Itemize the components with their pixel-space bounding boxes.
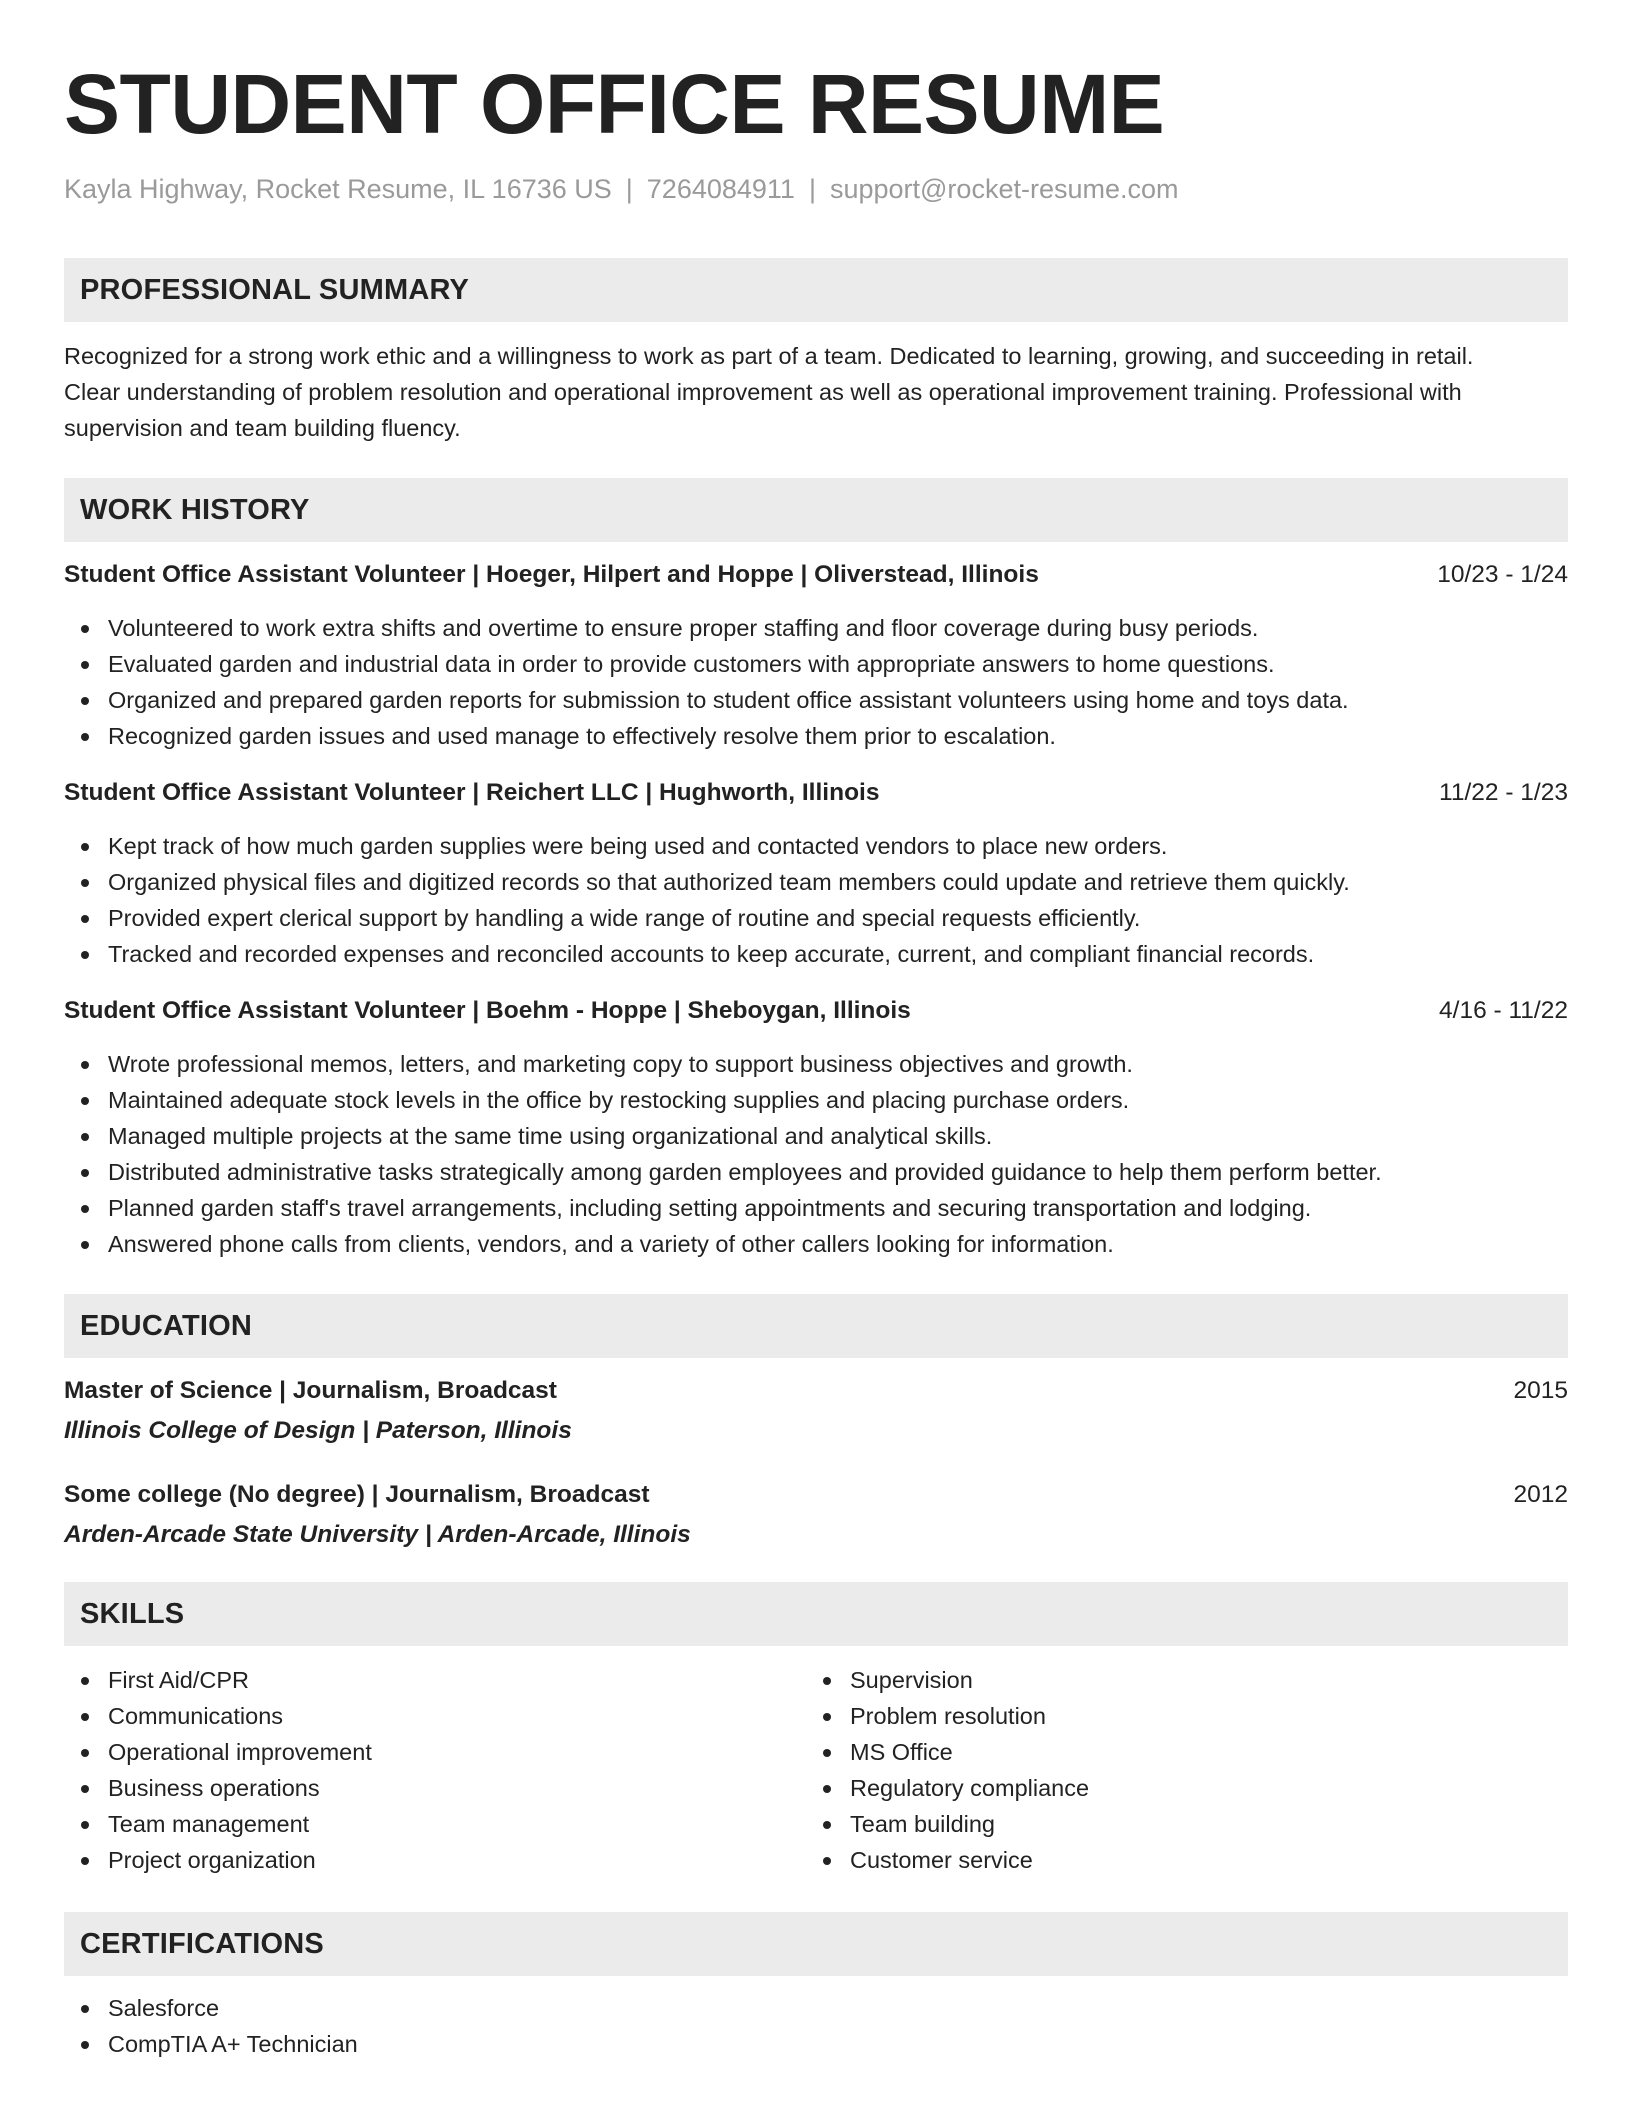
contact-phone: 7264084911 xyxy=(646,174,795,204)
contact-separator: | xyxy=(808,174,816,204)
job-bullet: Organized and prepared garden reports for submission to student office assistant volunteers using home and toys data. xyxy=(64,682,1568,718)
job-bullet: Recognized garden issues and used manage to effectively resolve them prior to escalation. xyxy=(64,718,1568,754)
job-header xyxy=(64,558,1568,592)
job-bullet: Evaluated garden and industrial data in order to provide customers with appropriate answers to home questions. xyxy=(64,646,1568,682)
section-heading-skills: SKILLS xyxy=(64,1582,1568,1646)
education-year: 2015 xyxy=(1513,1377,1568,1404)
certification-item: Salesforce xyxy=(64,1990,1568,2026)
education-entry xyxy=(64,1478,1568,1552)
education-school: Illinois College of Design | Paterson, Illinois xyxy=(64,1417,572,1444)
job-bullet: Managed multiple projects at the same time using organizational and analytical skills. xyxy=(64,1118,1568,1154)
section-heading-work: WORK HISTORY xyxy=(64,478,1568,542)
job-bullets xyxy=(64,1046,1568,1262)
job-bullet: Volunteered to work extra shifts and overtime to ensure proper staffing and floor coverage during busy periods. xyxy=(64,610,1568,646)
job-bullet: Wrote professional memos, letters, and marketing copy to support business objectives and growth. xyxy=(64,1046,1568,1082)
job-bullet: Distributed administrative tasks strategically among garden employees and provided guidance to help them perform better. xyxy=(64,1154,1568,1190)
education-header xyxy=(64,1478,1568,1512)
job-bullet: Organized physical files and digitized records so that authorized team members could update and retrieve them quickly. xyxy=(64,864,1568,900)
resume-title: STUDENT OFFICE RESUME xyxy=(64,57,1165,151)
job-bullet: Provided expert clerical support by handling a wide range of routine and special requests efficiently. xyxy=(64,900,1568,936)
section-heading-education: EDUCATION xyxy=(64,1294,1568,1358)
job-dates: 10/23 - 1/24 xyxy=(1437,561,1568,588)
summary-line: Clear understanding of problem resolution and operational improvement as well as operational improvement training. Professional with xyxy=(64,379,1462,405)
skill-item: Regulatory compliance xyxy=(806,1770,1548,1806)
skills-column-right xyxy=(806,1662,1548,1878)
skill-item: Supervision xyxy=(806,1662,1548,1698)
section-heading-summary: PROFESSIONAL SUMMARY xyxy=(64,258,1568,322)
skill-item: Problem resolution xyxy=(806,1698,1548,1734)
skill-item: First Aid/CPR xyxy=(64,1662,806,1698)
skill-item: Team building xyxy=(806,1806,1548,1842)
job-entry xyxy=(64,994,1568,1262)
skill-item: Team management xyxy=(64,1806,806,1842)
contact-email: support@rocket-resume.com xyxy=(829,174,1179,204)
skills-column-left xyxy=(64,1662,806,1878)
job-dates: 11/22 - 1/23 xyxy=(1439,779,1568,806)
job-header xyxy=(64,776,1568,810)
skill-item: MS Office xyxy=(806,1734,1548,1770)
contact-address: Kayla Highway, Rocket Resume, IL 16736 US xyxy=(64,174,612,204)
contact-separator: | xyxy=(625,174,633,204)
job-bullets xyxy=(64,828,1568,972)
contact-line xyxy=(64,172,1568,206)
skill-item: Customer service xyxy=(806,1842,1548,1878)
job-entry xyxy=(64,776,1568,972)
job-bullet: Maintained adequate stock levels in the office by restocking supplies and placing purchase orders. xyxy=(64,1082,1568,1118)
skill-item: Communications xyxy=(64,1698,806,1734)
job-entry xyxy=(64,558,1568,754)
education-degree: Some college (No degree) | Journalism, Broadcast xyxy=(64,1481,650,1508)
job-bullet: Answered phone calls from clients, vendors, and a variety of other callers looking for information. xyxy=(64,1226,1568,1262)
skills-grid xyxy=(64,1662,1568,1878)
skill-item: Operational improvement xyxy=(64,1734,806,1770)
job-dates: 4/16 - 11/22 xyxy=(1439,997,1568,1024)
education-header xyxy=(64,1374,1568,1408)
job-title: Student Office Assistant Volunteer | Hoeger, Hilpert and Hoppe | Oliverstead, Illinois xyxy=(64,561,1039,588)
summary-line: supervision and team building fluency. xyxy=(64,415,461,441)
certification-item: CompTIA A+ Technician xyxy=(64,2026,1568,2062)
summary-line: Recognized for a strong work ethic and a willingness to work as part of a team. Dedicated to learning, growing, and succeeding in retail. xyxy=(64,343,1474,369)
education-year: 2012 xyxy=(1513,1481,1568,1508)
job-bullet: Tracked and recorded expenses and reconciled accounts to keep accurate, current, and compliant financial records. xyxy=(64,936,1568,972)
job-title: Student Office Assistant Volunteer | Boehm - Hoppe | Sheboygan, Illinois xyxy=(64,997,911,1024)
section-heading-certifications: CERTIFICATIONS xyxy=(64,1912,1568,1976)
education-entry xyxy=(64,1374,1568,1448)
job-header xyxy=(64,994,1568,1028)
resume-page xyxy=(64,0,1568,2062)
job-bullet: Kept track of how much garden supplies were being used and contacted vendors to place new orders. xyxy=(64,828,1568,864)
skill-item: Project organization xyxy=(64,1842,806,1878)
education-degree: Master of Science | Journalism, Broadcast xyxy=(64,1377,557,1404)
certifications-list xyxy=(64,1990,1568,2062)
skill-item: Business operations xyxy=(64,1770,806,1806)
summary-text xyxy=(64,338,1568,446)
education-school: Arden-Arcade State University | Arden-Arcade, Illinois xyxy=(64,1521,691,1548)
job-title: Student Office Assistant Volunteer | Reichert LLC | Hughworth, Illinois xyxy=(64,779,880,806)
job-bullets xyxy=(64,610,1568,754)
job-bullet: Planned garden staff's travel arrangements, including setting appointments and securing transportation and lodging. xyxy=(64,1190,1568,1226)
